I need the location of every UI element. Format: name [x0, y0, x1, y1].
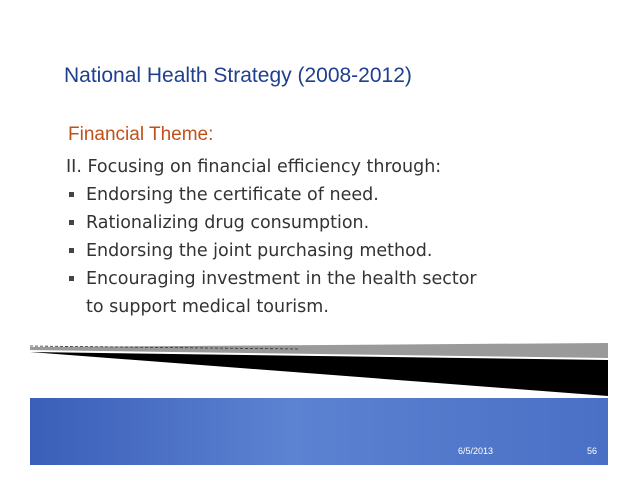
- page-number: 56: [587, 446, 598, 456]
- bullet-text: Endorsing the joint purchasing method.: [86, 241, 433, 261]
- list-item: [66, 209, 477, 237]
- square-bullet-icon: [69, 248, 74, 253]
- bullet-text: Encouraging investment in the health sector: [86, 269, 477, 289]
- slide-title: National Health Strategy (2008-2012): [64, 64, 412, 87]
- slide-body: [66, 153, 477, 321]
- list-item: [66, 265, 477, 293]
- list-item: [66, 237, 477, 265]
- square-bullet-icon: [69, 220, 74, 225]
- square-bullet-icon: [69, 192, 74, 197]
- footer-date: 6/5/2013: [458, 446, 494, 456]
- bullet-continuation: to support medical tourism.: [86, 297, 329, 317]
- decorative-swoosh: [0, 330, 638, 405]
- footer-band: [30, 398, 608, 465]
- section-subheading: Financial Theme:: [68, 124, 214, 145]
- black-wedge: [30, 352, 608, 396]
- square-bullet-icon: [69, 276, 74, 281]
- list-item: [66, 181, 477, 209]
- bullet-text: Rationalizing drug consumption.: [86, 213, 370, 233]
- intro-line: II. Focusing on financial efficiency through:: [66, 157, 442, 177]
- bullet-text: Endorsing the certificate of need.: [86, 185, 379, 205]
